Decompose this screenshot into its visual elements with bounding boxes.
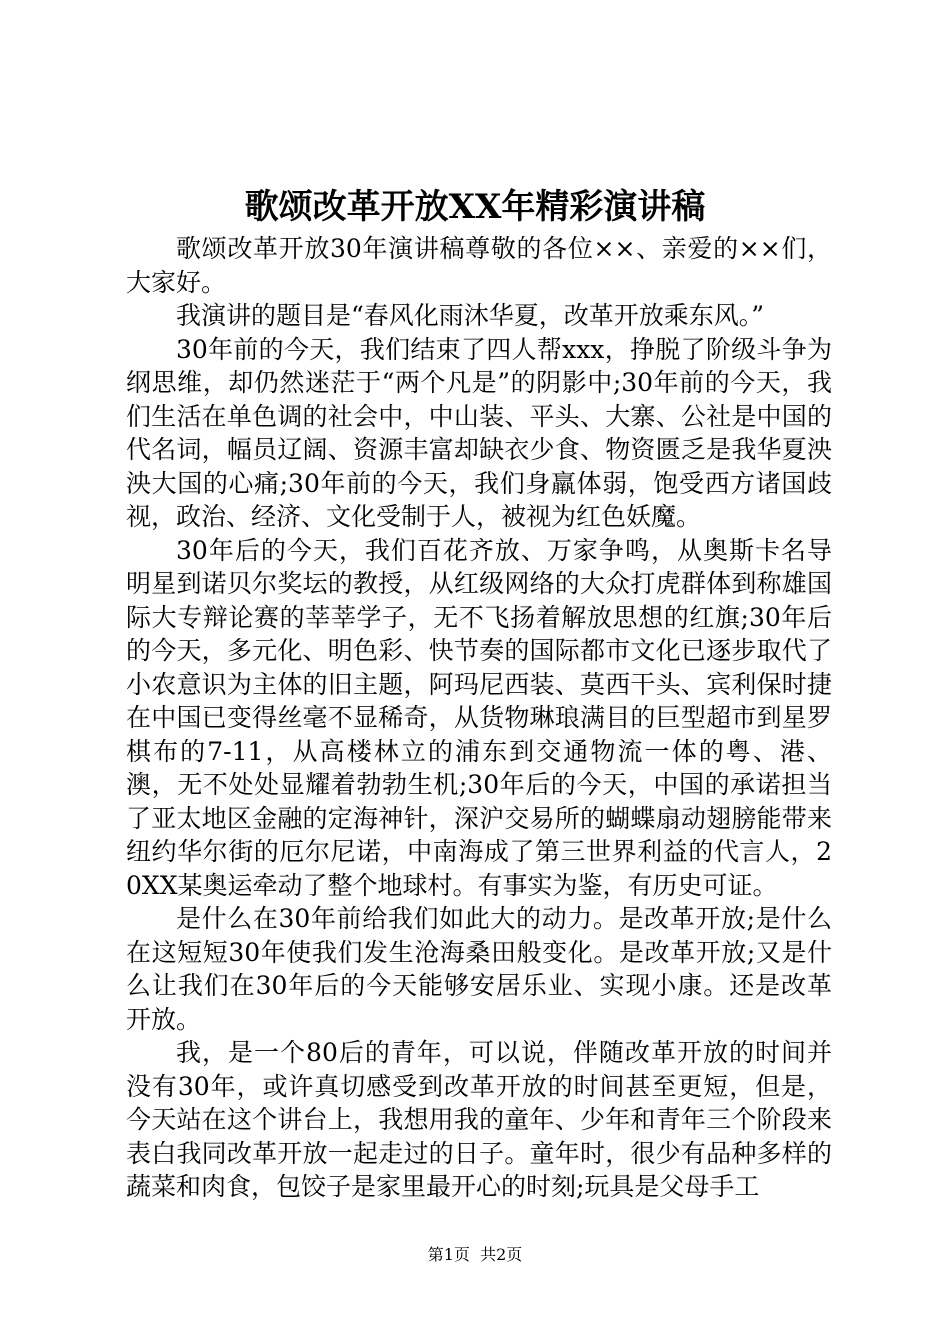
paragraph-30-years-ago: 30年前的今天，我们结束了四人帮xxx，挣脱了阶级斗争为纲思维，却仍然迷茫于“两个凡是”的阴影中;30年前的今天，我们生活在单色调的社会中，中山装、平头、大寨、公社是中国的代名词，幅员辽阔、资源丰富却缺衣少食、物资匮乏是我华夏泱泱大国的心痛;30年前的今天，我们身羸体弱，饱受西方诸国歧视，政治、经济、文化受制于人，被视为红色妖魔。 [126, 334, 832, 531]
paragraph-personal-story: 我，是一个80后的青年，可以说，伴随改革开放的时间并没有30年，或许真切感受到改革开放的时间甚至更短，但是，今天站在这个讲台上，我想用我的童年、少年和青年三个阶段来表白我同改革开放一起走过的日子。童年时，很少有品种多样的蔬菜和肉食，包饺子是家里最开心的时刻;玩具是父母手工 [126, 1038, 832, 1201]
page-number-footer: 第1页 共2页 [427, 1245, 523, 1264]
paragraph-speech-topic: 我演讲的题目是“春风化雨沐华夏，改革开放乘东风。” [176, 301, 765, 330]
paragraph-greeting: 歌颂改革开放30年演讲稿尊敬的各位××、亲爱的××们，大家好。 [126, 234, 832, 297]
document-title: 歌颂改革开放XX年精彩演讲稿 [244, 187, 706, 227]
paragraph-30-years-later: 30年后的今天，我们百花齐放、万家争鸣，从奥斯卡名导明星到诺贝尔奖坛的教授，从红级网络的大众打虎群体到称雄国际大专辩论赛的莘莘学子，无不飞扬着解放思想的红旗;30年后的今天，多元化、明色彩、快节奏的国际都市文化已逐步取代了小农意识为主体的旧主题，阿玛尼西装、莫西干头、宾利保时捷在中国已变得丝毫不显稀奇，从货物琳琅满目的巨型超市到星罗棋布的7-11，从高楼林立的浦东到交通物流一体的粤、港、澳，无不处处显耀着勃勃生机;30年后的今天，中国的承诺担当了亚太地区金融的定海神针，深沪交易所的蝴蝶扇动翅膀能带来纽约华尔街的厄尔尼诺，中南海成了第三世界利益的代言人，20XX某奥运牵动了整个地球村。有事实为鉴，有历史可证。 [126, 535, 832, 900]
document-body [126, 232, 832, 1204]
paragraph-reform-driver: 是什么在30年前给我们如此大的动力。是改革开放;是什么在这短短30年使我们发生沧海桑田般变化。是改革开放;又是什么让我们在30年后的今天能够安居乐业、实现小康。还是改革开放。 [126, 904, 832, 1034]
